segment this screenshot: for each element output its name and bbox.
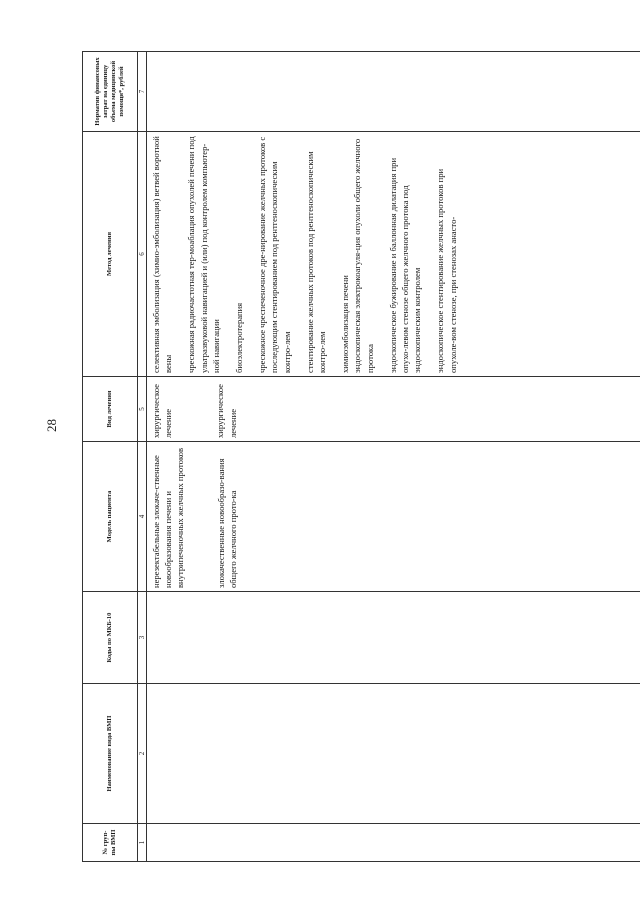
treatment-type-cell	[147, 377, 640, 442]
header-cost-norm: Норматив финансовых затрат на единицу объема медицинской помощи*, рублей	[83, 52, 138, 132]
treatment-method-cell	[147, 132, 640, 377]
icd-codes-cell	[147, 592, 640, 684]
table-row	[147, 52, 640, 862]
treatment-method-item: химиоэмболизация печени	[340, 275, 351, 373]
page-number: 28	[44, 419, 59, 432]
patient-model-cell	[147, 442, 640, 592]
header-treatment-method: Метод лечения	[83, 132, 138, 377]
patient-model-item: нерезектабельные злокаче-ственные новообразования печени и внутрипеченочных желчных протоков	[151, 447, 186, 588]
treatment-method-item: стентирование желчных протоков под рентгеноскопическим контро-лем	[304, 151, 328, 373]
header-row	[83, 52, 138, 862]
group-no-cell	[147, 824, 640, 862]
treatment-method-item: эндоскопическое стентирование желчных протоков при опухоле-вом стенозе, при стенозах анасто-	[435, 168, 458, 373]
column-number: 6	[138, 132, 147, 377]
treatment-method-item: чрескожная радиочастотная тер-моаблация опухолей печени под ультразвуковой навигацией и (или) под контролем компьютер-ной навигации	[186, 136, 221, 373]
header-vmp-name: Наименование вида ВМП	[83, 684, 138, 824]
treatment-method-item: эндоскопическое бужирование и баллонная дилатация при опухо-левом стенозе общего желчного протока под эндоскопическим контролем	[387, 157, 423, 373]
column-number: 5	[138, 377, 147, 442]
treatment-type-item: хирургическое лечение	[151, 384, 174, 438]
column-number-row	[138, 52, 147, 862]
treatment-method-item: чрескожное чреспеченочное дре-нирование желчных протоков с последующим стентированием под рентгеноскопическим контро-лем	[257, 136, 292, 373]
vmp-table	[82, 51, 640, 862]
header-group-no: № груп-пы ВМП	[83, 824, 138, 862]
treatment-method-item: селективная эмболизация (химио-эмболизация) ветвей воротной вены	[151, 136, 174, 373]
column-number: 7	[138, 52, 147, 132]
column-number: 3	[138, 592, 147, 684]
header-treatment-type: Вид лечения	[83, 377, 138, 442]
cost-norm-cell	[147, 52, 640, 132]
patient-model-item: злокачественные новообразо-вания общего желчного прото-ка	[215, 458, 238, 588]
column-number: 4	[138, 442, 147, 592]
vmp-name-cell	[147, 684, 640, 824]
column-number: 2	[138, 684, 147, 824]
rotated-table-container	[82, 52, 640, 862]
treatment-method-item: биоэлектротерапия	[234, 302, 245, 373]
column-number: 1	[138, 824, 147, 862]
treatment-type-item: хирургическое лечение	[215, 384, 238, 438]
treatment-method-item: эндоскопическая электрокоагуля-ция опухоли общего желчного протока	[352, 138, 375, 373]
header-icd-codes: Коды по МКБ-10	[83, 592, 138, 684]
header-patient-model: Модель пациента	[83, 442, 138, 592]
